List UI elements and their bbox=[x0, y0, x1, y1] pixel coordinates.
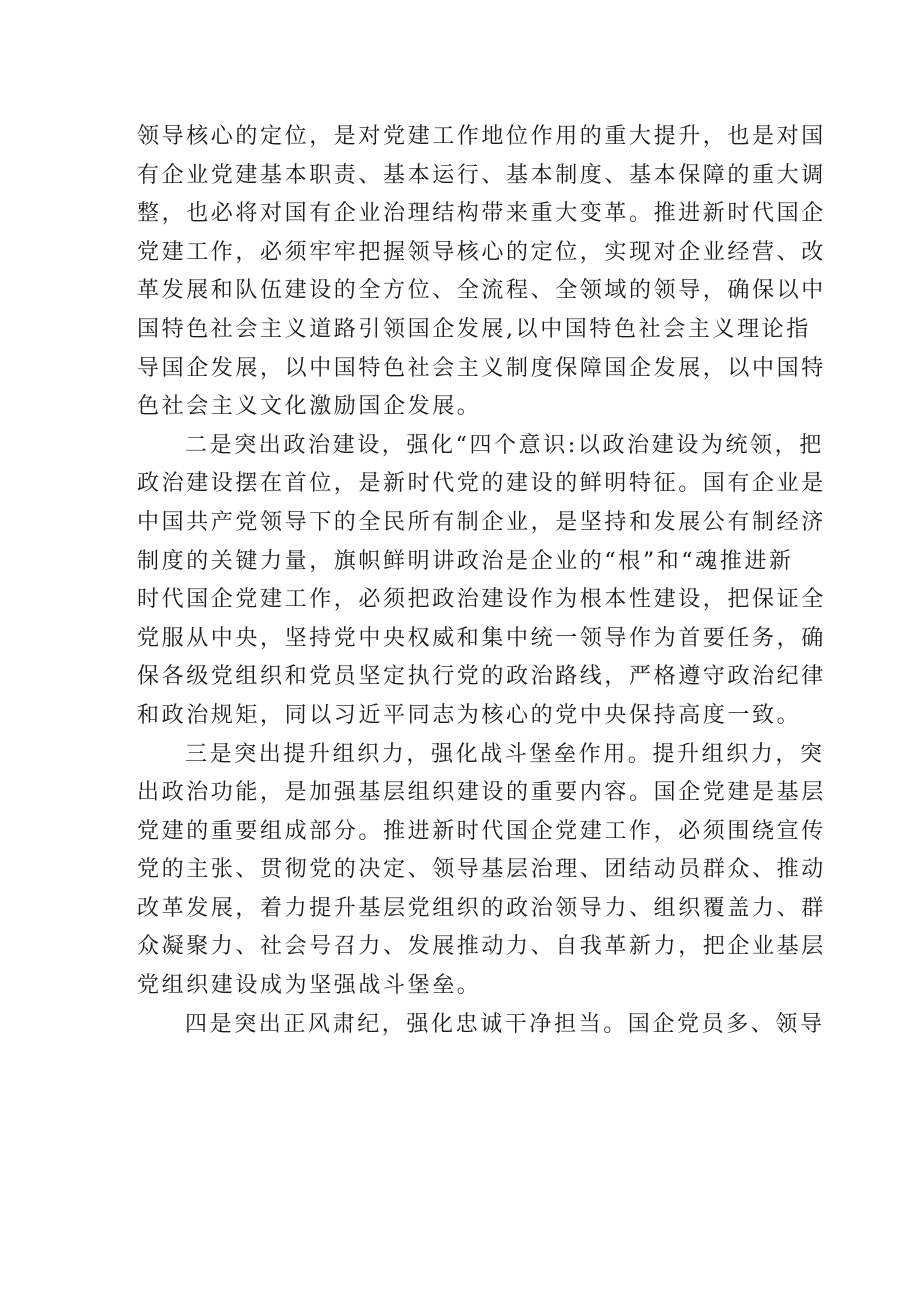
text-line: 中国共产党领导下的全民所有制企业，是坚持和发展公有制经济 bbox=[137, 509, 826, 535]
text-line: 制度的关键力量，旗帜鲜明讲政治是企业的“根”和“魂推进新 bbox=[137, 548, 794, 574]
text-line: 党建的重要组成部分。推进新时代国企党建工作，必须围绕宣传 bbox=[137, 818, 826, 844]
text-line: 党建工作，必须牢牢把握领导核心的定位，实现对企业经营、改 bbox=[137, 239, 826, 265]
text-line: 革发展和队伍建设的全方位、全流程、全领域的领导，确保以中 bbox=[137, 278, 826, 304]
text-line: 有企业党建基本职责、基本运行、基本制度、基本保障的重大调 bbox=[137, 162, 826, 188]
text-line: 时代国企党建工作，必须把政治建设作为根本性建设，把保证全 bbox=[137, 587, 826, 613]
text-line: 国特色社会主义道路引领国企发展,以中国特色社会主义理论指 bbox=[137, 316, 811, 342]
text-line: 党组织建设成为坚强战斗堡垒。 bbox=[137, 973, 482, 999]
text-line: 党的主张、贯彻党的决定、领导基层治理、团结动员群众、推动 bbox=[137, 857, 826, 883]
text-line: 党服从中央，坚持党中央权威和集中统一领导作为首要任务，确 bbox=[137, 625, 826, 651]
text-line: 色社会主义文化激励国企发展。 bbox=[137, 394, 482, 420]
text-line: 众凝聚力、社会号召力、发展推动力、自我革新力，把企业基层 bbox=[137, 934, 826, 960]
paragraph-start-line: 四是突出正风肃纪，强化忠诚干净担当。国企党员多、领导 bbox=[185, 1011, 825, 1037]
text-line: 保各级党组织和党员坚定执行党的政治路线，严格遵守政治纪律 bbox=[137, 664, 826, 690]
body-text bbox=[137, 118, 826, 1044]
text-line: 领导核心的定位，是对党建工作地位作用的重大提升，也是对国 bbox=[137, 124, 826, 149]
text-line: 导国企发展，以中国特色社会主义制度保障国企发展，以中国特 bbox=[137, 355, 826, 381]
text-line: 出政治功能，是加强基层组织建设的重要内容。国企党建是基层 bbox=[137, 780, 826, 806]
text-line: 和政治规矩，同以习近平同志为核心的党中央保持高度一致。 bbox=[137, 702, 802, 728]
text-line: 政治建设摆在首位，是新时代党的建设的鲜明特征。国有企业是 bbox=[137, 471, 826, 497]
paragraph-start-line: 三是突出提升组织力，强化战斗堡垒作用。提升组织力，突 bbox=[185, 741, 825, 767]
text-line: 改革发展，着力提升基层党组织的政治领导力、组织覆盖力、群 bbox=[137, 895, 826, 921]
paragraph-start-line: 二是突出政治建设，强化“四个意识:以政治建设为统领，把 bbox=[185, 432, 824, 458]
text-line: 整，也必将对国有企业治理结构带来重大变革。推进新时代国企 bbox=[137, 201, 826, 227]
